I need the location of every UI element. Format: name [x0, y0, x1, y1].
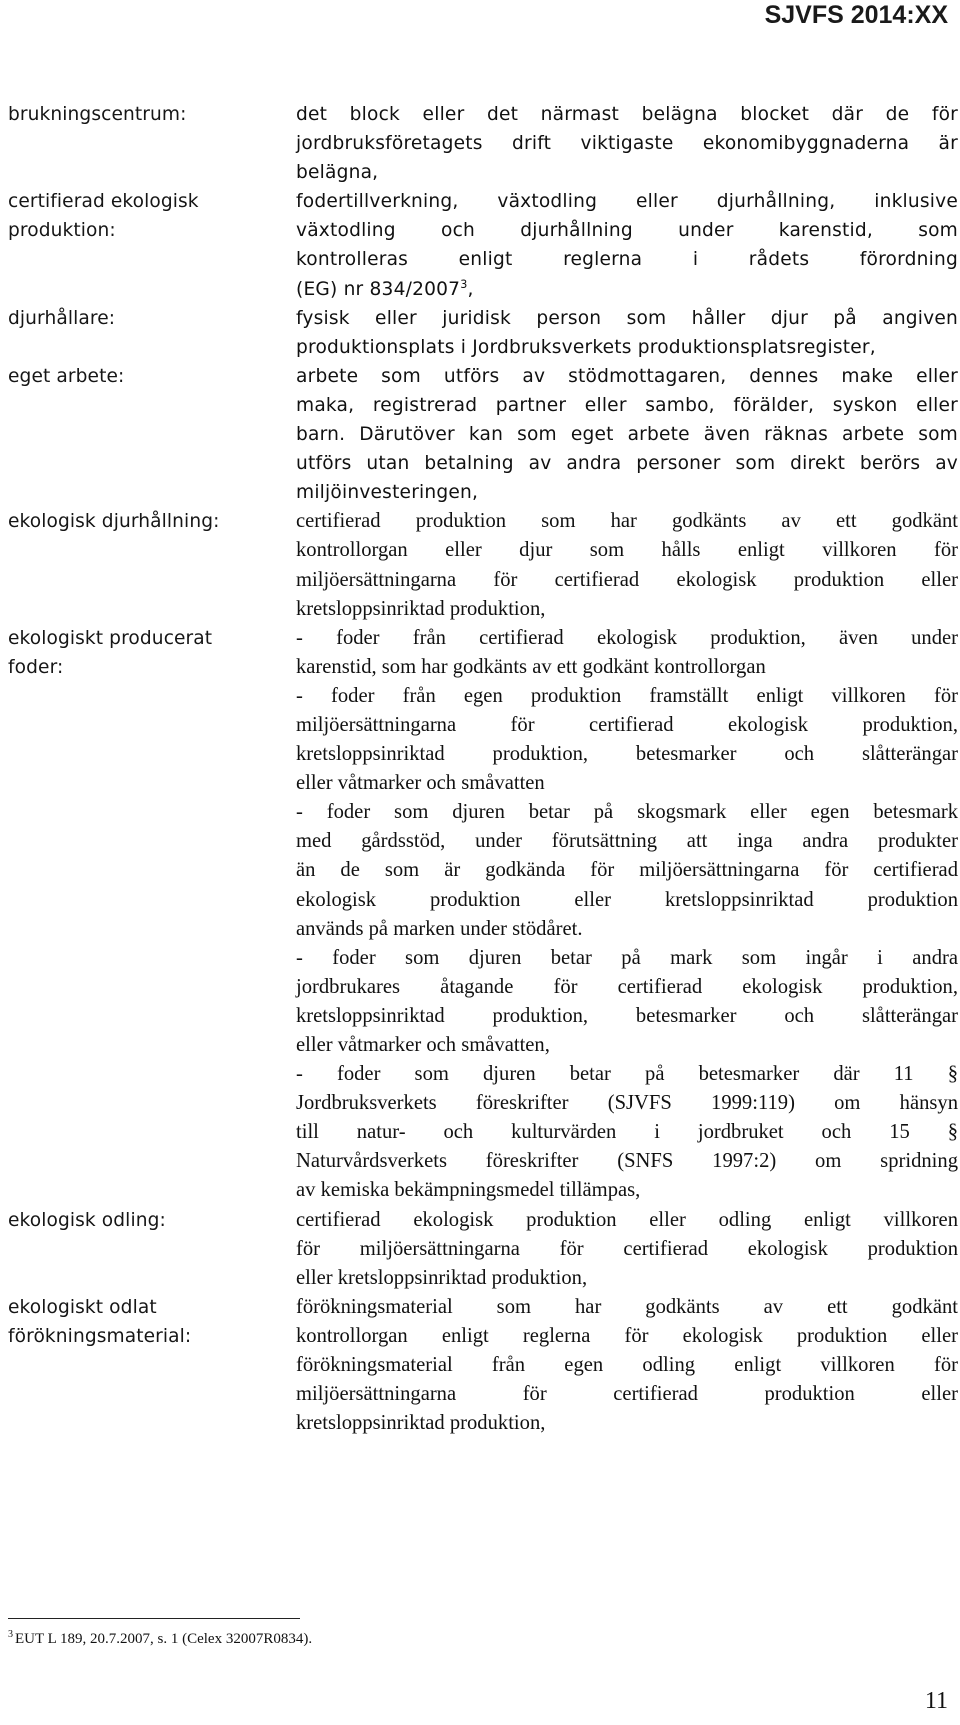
- term-line: ekologisk djurhållning:: [8, 511, 220, 533]
- term-line: djurhållare:: [8, 307, 116, 329]
- text-line: [296, 973, 958, 1002]
- text-line-content: utförs utan betalning av andra personer som direkt berörs av: [296, 453, 958, 475]
- definition-text: [296, 304, 958, 362]
- definition-entry: [0, 507, 960, 623]
- text-line: [296, 1322, 958, 1351]
- text-line-content: karenstid, som har godkänts av ett godkänt kontrollorgan: [296, 655, 766, 678]
- text-line: [296, 1235, 958, 1264]
- text-line: [296, 769, 958, 798]
- text-line-content: jordbruksföretagets drift viktigaste ekonomibyggnaderna är: [296, 133, 958, 155]
- page-number: 11: [924, 1688, 948, 1714]
- text-line: [296, 711, 958, 740]
- text-line: [296, 449, 958, 478]
- text-line: [296, 536, 958, 565]
- text-line: [296, 653, 958, 682]
- text-line-content: - foder som djuren betar på mark som ingår i andra: [296, 946, 958, 969]
- text-line: [296, 1031, 958, 1060]
- definition-term: [0, 1293, 296, 1438]
- text-line-content: kontrolleras enligt reglerna i rådets förordning: [296, 249, 958, 271]
- text-line-content: kontrollorgan enligt reglerna för ekologisk produktion eller: [296, 1324, 958, 1347]
- text-line: [296, 1118, 958, 1147]
- text-line: [296, 1089, 958, 1118]
- text-line: [296, 391, 958, 420]
- text-line-content: växtodling och djurhållning under karenstid, som: [296, 220, 958, 242]
- definition-term: [0, 1206, 296, 1293]
- text-line: [296, 129, 958, 158]
- definition-entry: [0, 187, 960, 303]
- text-line: [296, 158, 958, 187]
- text-line-content: kretsloppsinriktad produktion, betesmarker och slåtterängar: [296, 1004, 958, 1027]
- definition-text: [296, 1293, 958, 1438]
- text-line-content: - foder som djuren betar på betesmarker där 11 §: [296, 1063, 958, 1086]
- text-line: [296, 566, 958, 595]
- text-line: [296, 420, 958, 449]
- footnote-reference: 3: [460, 277, 468, 291]
- text-line-content: - foder som djuren betar på skogsmark eller egen betesmark: [296, 801, 958, 824]
- text-line: [296, 682, 958, 711]
- term-line: produktion:: [8, 220, 116, 242]
- text-line: [296, 944, 958, 973]
- text-line: [296, 187, 958, 216]
- definition-term: [0, 362, 296, 507]
- feed-paragraph: [296, 944, 958, 1060]
- definition-term: [0, 507, 296, 623]
- text-line-content: fodertillverkning, växtodling eller djurhållning, inklusive: [296, 191, 958, 213]
- definition-entry: [0, 1206, 960, 1293]
- text-line-content: miljöinvesteringen,: [296, 482, 479, 504]
- definition-entry: [0, 1293, 960, 1438]
- text-line-content: - foder från egen produktion framställt enligt villkoren för: [296, 684, 958, 707]
- definition-text: [296, 507, 958, 623]
- text-line-content: ekologisk produktion eller kretsloppsinriktad produktion: [296, 888, 958, 911]
- text-line: [296, 1409, 958, 1438]
- text-line: [296, 216, 958, 245]
- definition-text: [296, 362, 958, 507]
- text-line: [296, 827, 958, 856]
- term-line: foder:: [8, 656, 64, 678]
- term-line: förökningsmaterial:: [8, 1325, 192, 1347]
- text-line: [296, 507, 958, 536]
- text-line: [296, 1206, 958, 1235]
- text-line-content: kontrollorgan eller djur som hålls enligt villkoren för: [296, 539, 958, 562]
- text-line: [296, 1380, 958, 1409]
- text-line-content: Jordbruksverkets föreskrifter (SJVFS 1999:119) om hänsyn: [296, 1092, 958, 1115]
- text-line: [296, 1264, 958, 1293]
- text-line-content: eller våtmarker och småvatten: [296, 772, 545, 795]
- term-line: ekologiskt odlat: [8, 1296, 157, 1318]
- definition-term: [0, 624, 296, 1206]
- definition-term: [0, 187, 296, 303]
- term-line: eget arbete:: [8, 365, 125, 387]
- text-line-content: maka, registrerad partner eller sambo, förälder, syskon eller: [296, 394, 958, 416]
- definition-term: [0, 100, 296, 187]
- footnote-separator: [8, 1618, 300, 1619]
- term-line: certifierad ekologisk: [8, 191, 199, 213]
- text-line-content: kretsloppsinriktad produktion,: [296, 597, 546, 620]
- footnote-text: EUT L 189, 20.7.2007, s. 1 (Celex 32007R0834).: [15, 1631, 313, 1647]
- text-line: [296, 275, 958, 304]
- text-line-content: eller kretsloppsinriktad produktion,: [296, 1266, 588, 1289]
- text-line: [296, 1293, 958, 1322]
- definition-entry: [0, 624, 960, 1206]
- text-line-content: produktionsplats i Jordbruksverkets produktionsplatsregister,: [296, 336, 876, 358]
- text-line: [296, 886, 958, 915]
- text-line: [296, 798, 958, 827]
- text-line: [296, 333, 958, 362]
- feed-paragraph: [296, 624, 958, 682]
- footnote: [8, 1626, 312, 1648]
- text-line-content: fysisk eller juridisk person som håller djur på angiven: [296, 307, 958, 329]
- text-line: [296, 1060, 958, 1089]
- text-line: [296, 100, 958, 129]
- text-line: [296, 1351, 958, 1380]
- definition-entry: [0, 362, 960, 507]
- text-line: [296, 362, 958, 391]
- feed-paragraph: [296, 1060, 958, 1205]
- text-line: [296, 1176, 958, 1205]
- definition-text: [296, 187, 958, 303]
- text-line-content: miljöersättningarna för certifierad ekologisk produktion eller: [296, 568, 958, 591]
- text-line-content: till natur- och kulturvärden i jordbruket och 15 §: [296, 1121, 958, 1144]
- text-line: [296, 1147, 958, 1176]
- text-line-content: - foder från certifierad ekologisk produktion, även under: [296, 626, 958, 649]
- text-line: [296, 595, 958, 624]
- text-line-content: än de som är godkända för miljöersättningarna för certifierad: [296, 859, 958, 882]
- definition-text: [296, 624, 958, 1206]
- text-line-content: arbete som utförs av stödmottagaren, dennes make eller: [296, 365, 958, 387]
- text-line: [296, 856, 958, 885]
- definition-entry: [0, 100, 960, 187]
- text-line-content: miljöersättningarna för certifierad ekologisk produktion,: [296, 713, 958, 736]
- text-line: [296, 915, 958, 944]
- text-line-content: kretsloppsinriktad produktion,: [296, 1412, 546, 1435]
- definition-text: [296, 100, 958, 187]
- term-line: ekologisk odling:: [8, 1209, 166, 1231]
- text-line-content: miljöersättningarna för certifierad produktion eller: [296, 1383, 958, 1406]
- text-line: [296, 304, 958, 333]
- text-line: [296, 478, 958, 507]
- text-line: [296, 1002, 958, 1031]
- text-line-content: barn. Därutöver kan som eget arbete även räknas arbete som: [296, 424, 958, 446]
- term-line: ekologiskt producerat: [8, 627, 213, 649]
- text-line-content: med gårdsstöd, under förutsättning att inga andra produkter: [296, 830, 958, 853]
- text-line: [296, 624, 958, 653]
- text-line-content: Naturvårdsverkets föreskrifter (SNFS 1997:2) om spridning: [296, 1150, 958, 1173]
- definition-entry: [0, 304, 960, 362]
- document-id-header: SJVFS 2014:XX: [764, 1, 948, 29]
- text-line: [296, 245, 958, 274]
- text-line-content: förökningsmaterial från egen odling enligt villkoren för: [296, 1354, 958, 1377]
- term-line: brukningscentrum:: [8, 104, 187, 125]
- text-line-content: eller våtmarker och småvatten,: [296, 1034, 550, 1056]
- text-line-content: förökningsmaterial som har godkänts av ett godkänt: [296, 1295, 958, 1318]
- footnote-number: 3: [8, 1629, 13, 1640]
- text-line-content: för miljöersättningarna för certifierad ekologisk produktion: [296, 1237, 958, 1260]
- text-line-content: belägna,: [296, 162, 379, 184]
- text-line-content: jordbrukares åtagande för certifierad ekologisk produktion,: [296, 975, 958, 998]
- feed-paragraph: [296, 798, 958, 943]
- text-line-content: certifierad ekologisk produktion eller odling enligt villkoren: [296, 1208, 958, 1231]
- definitions-list: [0, 100, 960, 1438]
- feed-paragraph: [296, 682, 958, 798]
- text-line-content: (EG) nr 834/2007: [296, 278, 461, 300]
- text-line: [296, 740, 958, 769]
- text-line-content: av kemiska bekämpningsmedel tillämpas,: [296, 1179, 641, 1202]
- text-line-content: det block eller det närmast belägna blocket där de för: [296, 104, 958, 125]
- text-line-content: används på marken under stödåret.: [296, 917, 583, 940]
- definition-term: [0, 304, 296, 362]
- definition-text: [296, 1206, 958, 1293]
- text-line-content: certifierad produktion som har godkänts av ett godkänt: [296, 510, 958, 533]
- footnote-ref-tail: ,: [467, 278, 474, 300]
- text-line-content: kretsloppsinriktad produktion, betesmarker och slåtterängar: [296, 743, 958, 766]
